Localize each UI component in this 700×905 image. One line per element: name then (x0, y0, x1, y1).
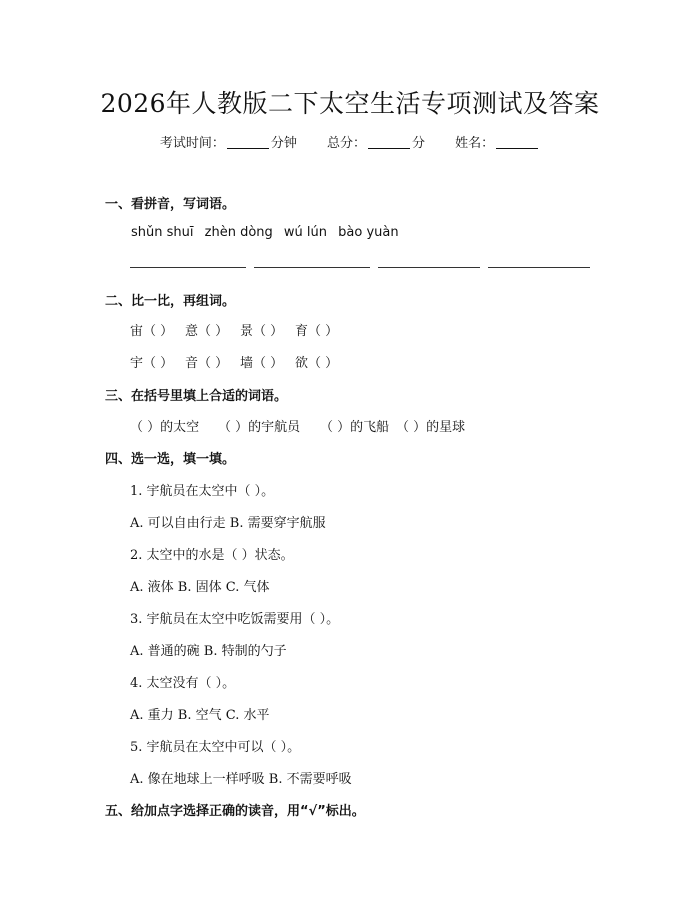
compare-item: 音（ ） (185, 356, 229, 371)
fill-item: （ ）的宇航员 (218, 420, 301, 435)
exam-info (0, 132, 700, 151)
score-blank (368, 148, 410, 149)
compare-item: 育（ ） (295, 324, 339, 339)
section-4-heading: 四、选一选，填一填。 (105, 452, 236, 467)
name-blank (496, 148, 538, 149)
pinyin-item: bào yuàn (338, 225, 399, 240)
score-label: 总分： (326, 136, 366, 151)
time-label: 考试时间： (159, 136, 225, 151)
time-unit: 分钟 (270, 136, 297, 151)
section-2-heading: 二、比一比，再组词。 (105, 294, 236, 309)
time-blank (227, 148, 269, 149)
question-options: A. 液体 B. 固体 C. 气体 (130, 580, 270, 595)
section-3-heading: 三、在括号里填上合适的词语。 (105, 389, 288, 404)
compare-item: 欲（ ） (295, 356, 339, 371)
question: 3. 宇航员在太空中吃饭需要用（ ）。 (130, 612, 340, 627)
answer-line (130, 267, 246, 268)
compare-item: 景（ ） (240, 324, 284, 339)
compare-item: 墙（ ） (240, 356, 284, 371)
answer-line (488, 267, 590, 268)
question-options: A. 像在地球上一样呼吸 B. 不需要呼吸 (130, 772, 352, 787)
compare-item: 意（ ） (185, 324, 229, 339)
question: 4. 太空没有（ ）。 (130, 676, 236, 691)
answer-line (378, 267, 480, 268)
question-options: A. 可以自由行走 B. 需要穿宇航服 (130, 516, 326, 531)
question-options: A. 普通的碗 B. 特制的勺子 (130, 644, 287, 659)
question: 5. 宇航员在太空中可以（ ）。 (130, 740, 301, 755)
compare-item: 宙（ ） (130, 324, 174, 339)
page-title: 2026年人教版二下太空生活专项测试及答案 (100, 89, 600, 118)
pinyin-item: zhèn dòng (204, 225, 273, 240)
pinyin-row (131, 225, 406, 240)
question-options: A. 重力 B. 空气 C. 水平 (130, 708, 270, 723)
question: 2. 太空中的水是（ ）状态。 (130, 548, 294, 563)
answer-line (254, 267, 370, 268)
compare-item: 宇（ ） (130, 356, 174, 371)
fill-item: （ ）的太空 (130, 420, 200, 435)
score-unit: 分 (412, 136, 426, 151)
pinyin-item: shǔn shuī (131, 225, 194, 240)
pinyin-item: wú lún (283, 225, 328, 240)
question: 1. 宇航员在太空中（ ）。 (130, 484, 275, 499)
section-1-heading: 一、看拼音，写词语。 (105, 197, 236, 212)
fill-item: （ ）的星球 (396, 420, 466, 435)
fill-item: （ ）的飞船 (320, 420, 390, 435)
name-label: 姓名： (455, 136, 495, 151)
section-5-heading: 五、给加点字选择正确的读音，用“√”标出。 (105, 804, 365, 819)
